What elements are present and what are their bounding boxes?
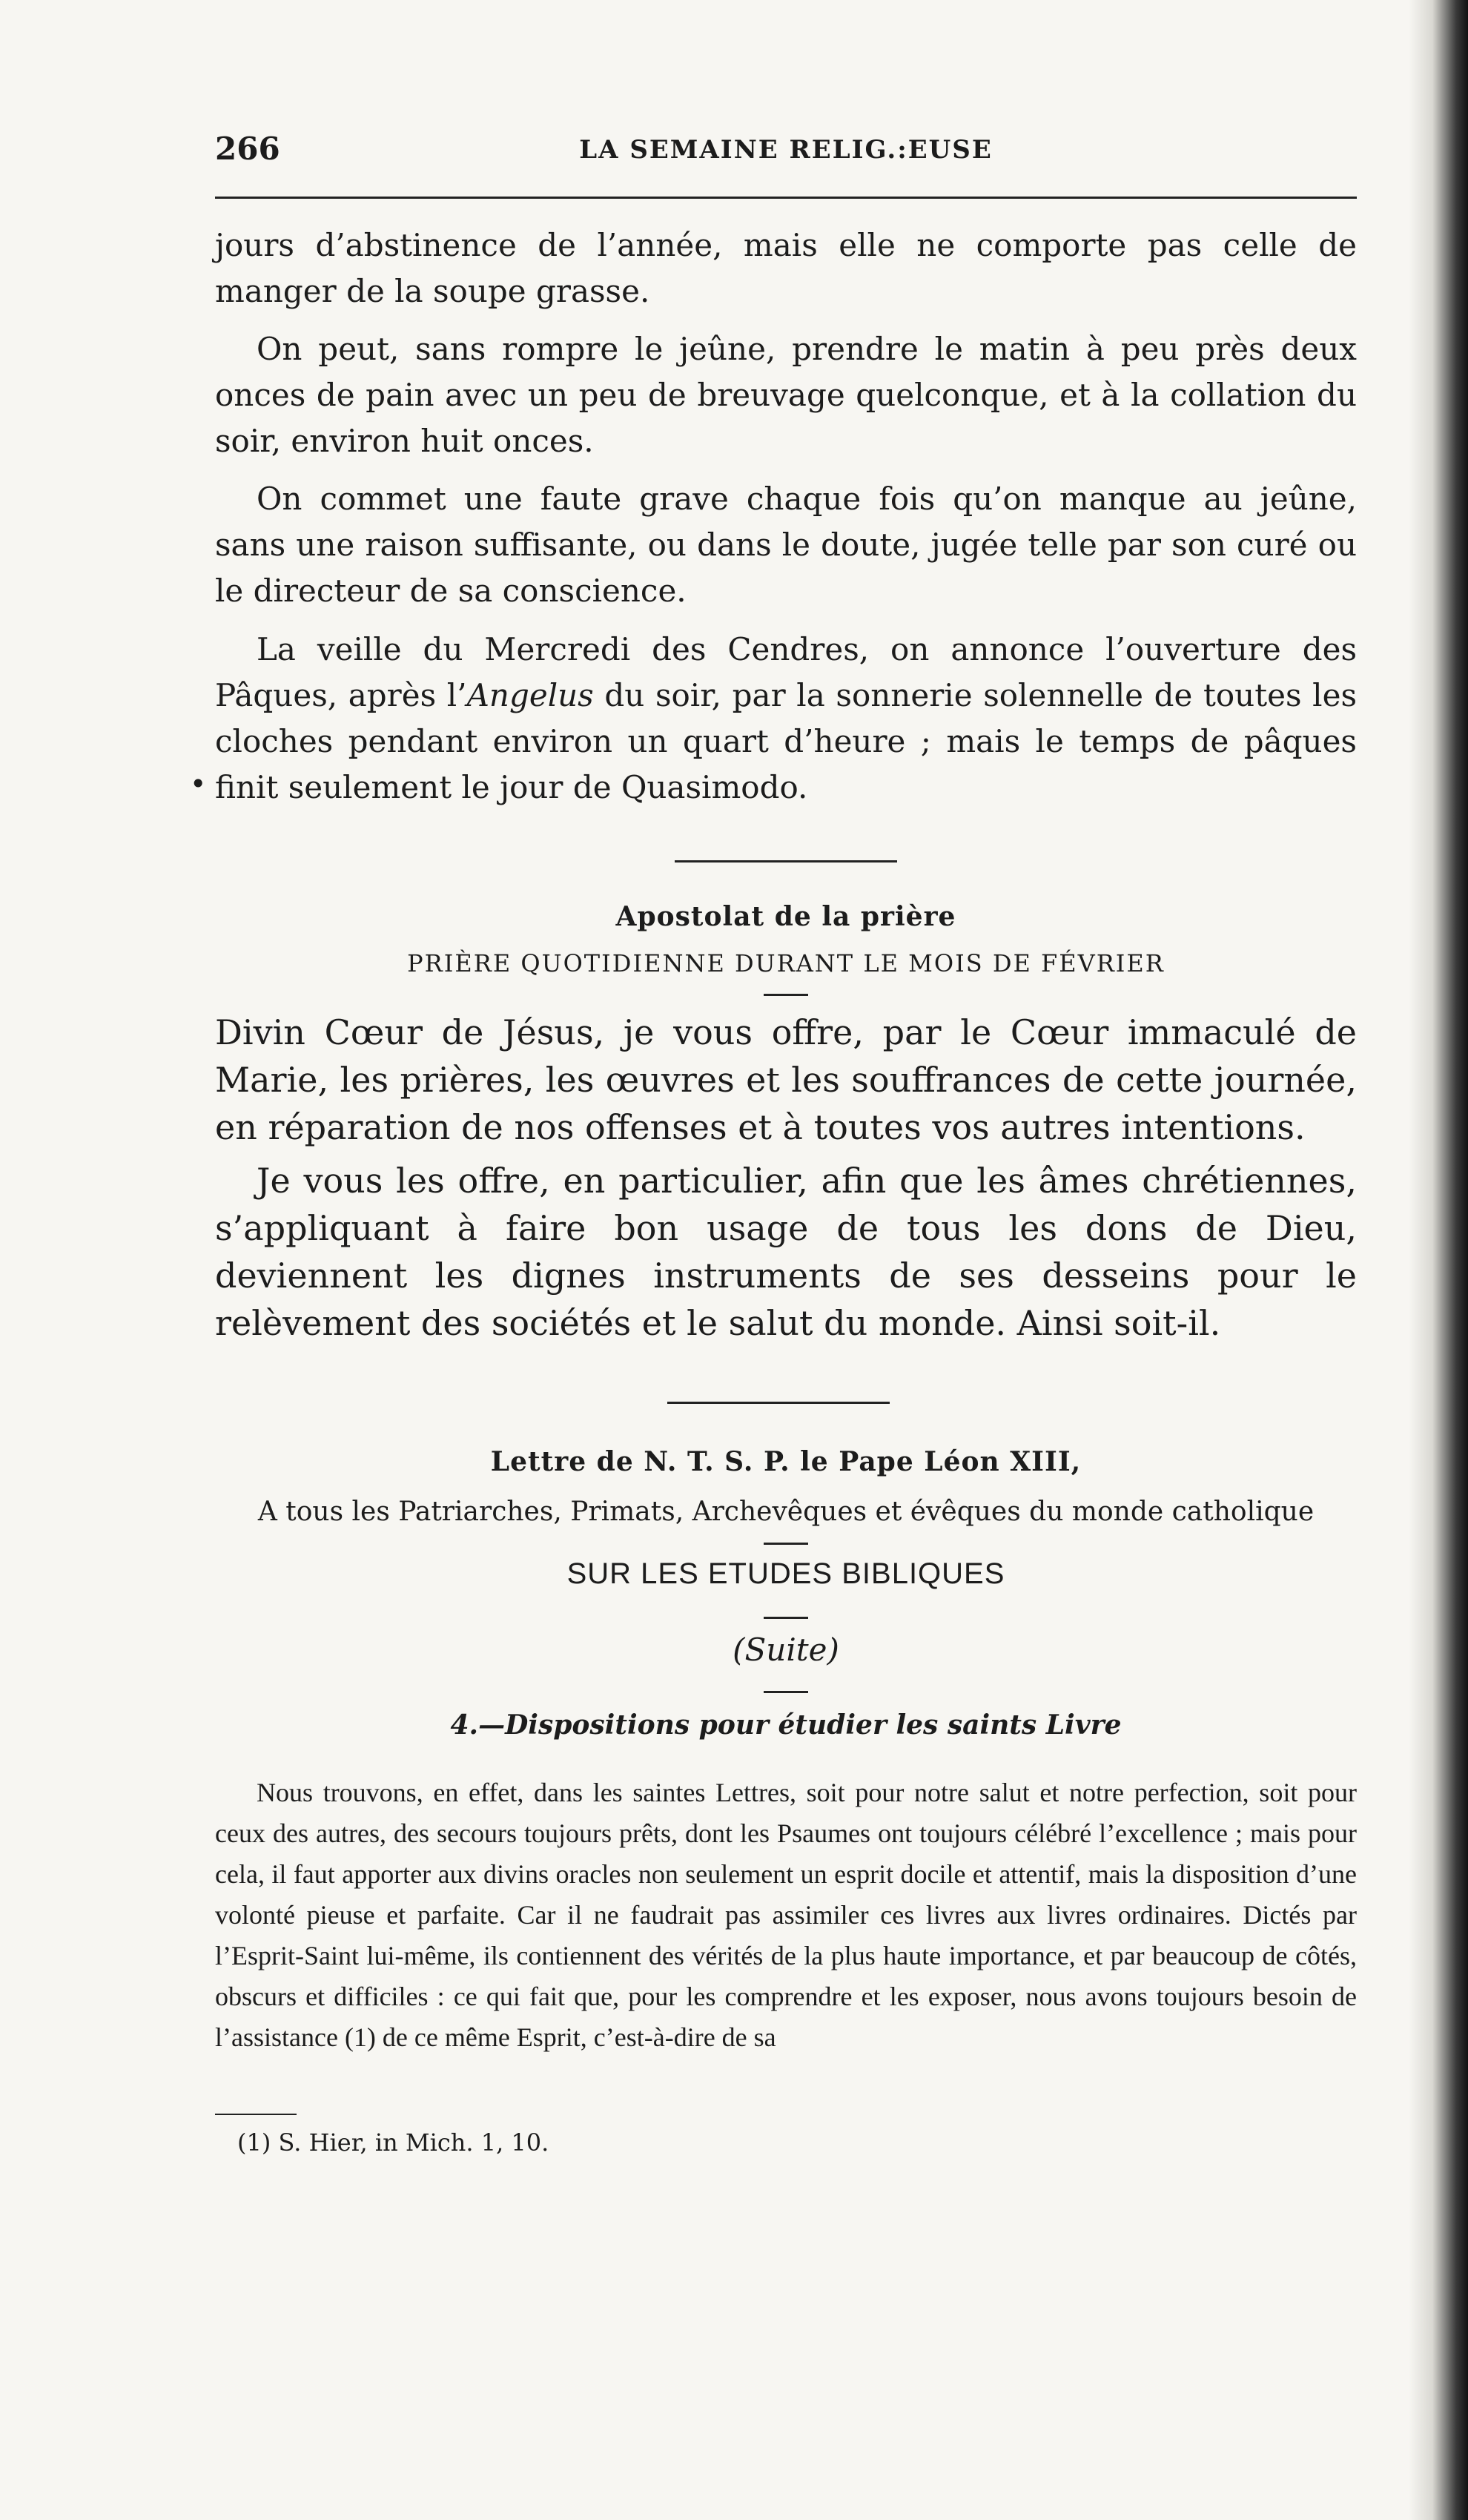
running-title: LA SEMAINE RELIG.:EUSE: [579, 135, 993, 165]
small-divider: [764, 1543, 808, 1545]
subheading-dispositions: 4.—Dispositions pour étudier les saints Livre: [450, 1709, 1122, 1741]
paragraph-je-vous-les-offre: Je vous les offre, en particulier, afin que les âmes chrétiennes, s’appliquant à faire bon usage de tous les dons de Dieu, deviennent les dignes instruments de ses desseins pour le relèvement des sociétés et le salut du monde. Ainsi soit-il.: [215, 1161, 1357, 1343]
section-title-apostolat: Apostolat de la prière: [615, 901, 956, 932]
text-before-angelus: La veille du Mercredi des Cendres, on annonce l’ouverture des Pâques, après l’: [215, 631, 1357, 713]
angelus-italic: Angelus: [466, 677, 594, 713]
small-divider: [764, 1617, 808, 1619]
section-divider: [675, 860, 897, 862]
page: [190, 111, 1357, 2395]
paragraph-abstinence: jours d’abstinence de l’année, mais elle ne comporte pas celle de manger de la soupe grasse.: [215, 227, 1357, 309]
footnote-marker: (1): [237, 2128, 271, 2157]
letter-addressee: A tous les Patriarches, Primats, Archevêques et évêques du monde catholique: [257, 1497, 1315, 1527]
margin-bullet: •: [190, 768, 207, 800]
paragraph-divin-coeur: Divin Cœur de Jésus, je vous offre, par le Cœur immaculé de Marie, les prières, les œuvres et les souffrances de cette journée, en réparation de nos offenses et à toutes vos autres intentions.: [215, 1012, 1357, 1147]
letter-title: Lettre de N. T. S. P. le Pape Léon XIII,: [490, 1446, 1082, 1477]
small-divider: [764, 1691, 808, 1693]
header-rule: [215, 197, 1357, 199]
scan-edge: [1409, 0, 1468, 2520]
page-number: 266: [215, 131, 280, 167]
section-divider: [667, 1402, 890, 1404]
letter-heading: SUR LES ETUDES BIBLIQUES: [566, 1557, 1005, 1590]
footnote-rule: [215, 2114, 297, 2115]
small-divider: [764, 994, 808, 996]
paragraph-nous-trouvons: Nous trouvons, en effet, dans les saintes Lettres, soit pour notre salut et notre perfection, soit pour ceux des autres, des secours toujours prêts, dont les Psaumes ont toujours célébré l’excellence ; mais pour cela, il faut apporter aux divins oracles non seulement un esprit docile et attentif, mais la disposition d’une volonté pieuse et parfaite. Car il ne faudrait pas assimiler ces livres aux livres ordinaires. Dictés par l’Esprit-Saint lui-même, ils contiennent des vérités de la plus haute importance, et par beaucoup de côtés, obscurs et difficiles : ce qui fait que, pour les comprendre et les exposer, nous avons toujours besoin de l’assistance (1) de ce même Esprit, c’est-à-dire de sa: [215, 1778, 1357, 2052]
footnote-text: S. Hier, in Mich. 1, 10.: [278, 2128, 549, 2157]
suite-label: (Suite): [733, 1632, 839, 1668]
paragraph-jeune: On peut, sans rompre le jeûne, prendre le matin à peu près deux onces de pain avec un peu de breuvage quelconque, et à la collation du soir, environ huit onces.: [215, 331, 1357, 459]
section-subtitle-priere: PRIÈRE QUOTIDIENNE DURANT LE MOIS DE FÉVRIER: [407, 949, 1165, 977]
page-header: [215, 131, 1357, 175]
footnote: [237, 2128, 549, 2157]
text-after-angelus: du soir, par la sonnerie solennelle de toutes les cloches pendant environ un quart d’heure ; mais le temps de pâques finit seulement le jour de Quasimodo.: [215, 677, 1357, 805]
paragraph-mercredi-cendres: [215, 627, 1357, 811]
paragraph-faute-grave: On commet une faute grave chaque fois qu’on manque au jeûne, sans une raison suffisante, ou dans le doute, jugée telle par son curé ou le directeur de sa conscience.: [215, 481, 1357, 609]
